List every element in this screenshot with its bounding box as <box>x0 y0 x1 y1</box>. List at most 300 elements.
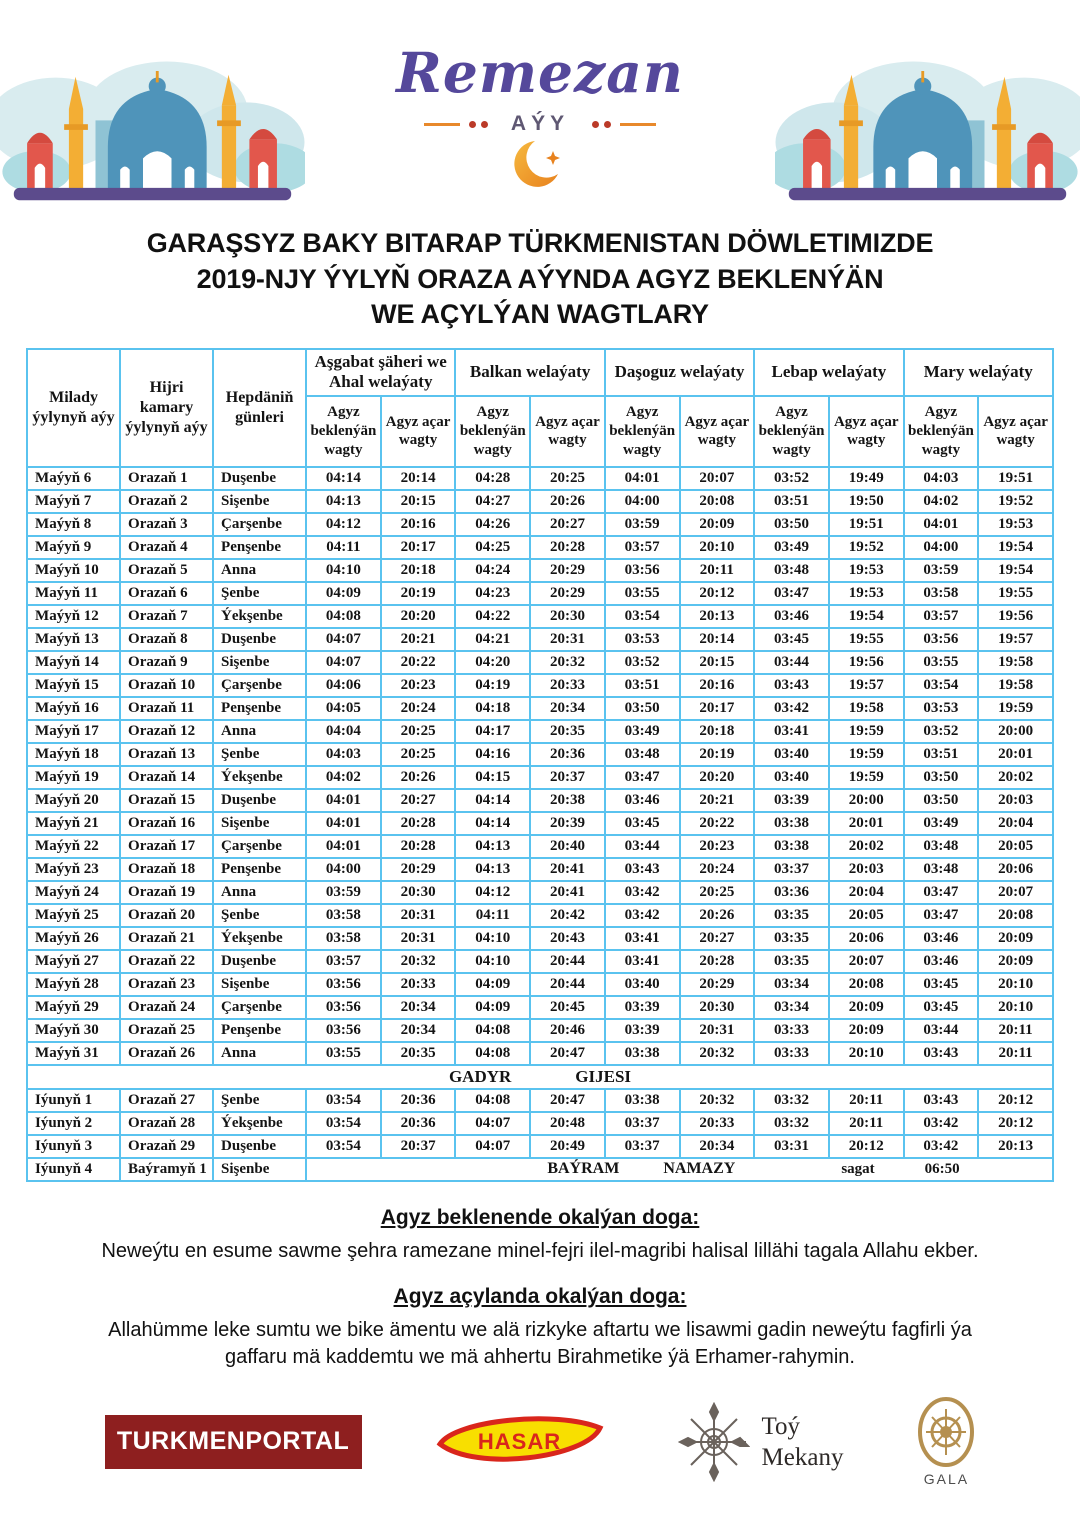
time-cell: 20:09 <box>978 950 1053 973</box>
milady-date-cell: Iýunyň 2 <box>27 1112 120 1135</box>
hijri-date-cell: Orazaň 17 <box>120 835 213 858</box>
time-cell: 03:48 <box>605 743 680 766</box>
time-cell: 19:59 <box>829 766 904 789</box>
time-cell: 04:09 <box>455 973 530 996</box>
time-cell: 03:41 <box>605 927 680 950</box>
table-row <box>27 858 1053 881</box>
bayram-namazy-word: sagat <box>841 1161 875 1178</box>
time-cell: 04:21 <box>455 628 530 651</box>
weekday-cell: Penşenbe <box>213 1019 306 1042</box>
weekday-cell: Duşenbe <box>213 950 306 973</box>
timetable-header <box>27 349 1053 467</box>
bayram-namazy-word: NAMAZY <box>663 1160 736 1178</box>
weekday-cell: Penşenbe <box>213 697 306 720</box>
hasar-logo <box>436 1412 604 1472</box>
time-cell: 20:30 <box>530 605 605 628</box>
time-cell: 20:41 <box>530 881 605 904</box>
hijri-date-cell: Orazaň 13 <box>120 743 213 766</box>
time-cell: 04:08 <box>455 1089 530 1112</box>
time-cell: 20:19 <box>680 743 755 766</box>
time-cell: 20:28 <box>381 812 456 835</box>
title-line-1: GARAŞSYZ BAKY BITARAP TÜRKMENISTAN DÖWLETIMIZDE <box>146 228 934 258</box>
time-cell: 04:12 <box>306 513 381 536</box>
table-row <box>27 674 1053 697</box>
weekday-cell: Duşenbe <box>213 628 306 651</box>
hijri-date-cell: Orazaň 10 <box>120 674 213 697</box>
time-cell: 03:52 <box>605 651 680 674</box>
title-line-3: WE AÇYLÝAN WAGTLARY <box>371 299 709 330</box>
time-cell: 04:18 <box>455 697 530 720</box>
hijri-date-cell: Orazaň 5 <box>120 559 213 582</box>
time-cell: 20:22 <box>680 812 755 835</box>
time-cell: 03:35 <box>754 904 829 927</box>
time-cell: 03:43 <box>904 1089 979 1112</box>
table-row <box>27 628 1053 651</box>
title-line-2: 2019-NJY ÝYLYŇ ORAZA AÝYNDA AGYZ BEKLENÝÄN <box>196 263 884 294</box>
time-cell: 04:27 <box>455 490 530 513</box>
gadyr-gijesi-cell <box>27 1065 1053 1089</box>
subheader-beklenyan: Agyz beklenýän wagty <box>754 396 829 467</box>
sponsors-row <box>0 1397 1080 1487</box>
subheader-beklenyan: Agyz beklenýän wagty <box>605 396 680 467</box>
time-cell: 20:29 <box>680 973 755 996</box>
weekday-cell: Çarşenbe <box>213 996 306 1019</box>
time-cell: 04:11 <box>306 536 381 559</box>
time-cell: 03:46 <box>605 789 680 812</box>
time-cell: 03:42 <box>605 881 680 904</box>
time-cell: 19:54 <box>829 605 904 628</box>
time-cell: 03:33 <box>754 1042 829 1065</box>
subheader-acar: Agyz açar wagty <box>978 396 1053 467</box>
time-cell: 03:53 <box>605 628 680 651</box>
weekday-cell: Çarşenbe <box>213 835 306 858</box>
weekday-cell: Şenbe <box>213 582 306 605</box>
time-cell: 19:54 <box>978 559 1053 582</box>
hijri-date-cell: Orazaň 21 <box>120 927 213 950</box>
time-cell: 04:12 <box>455 881 530 904</box>
time-cell: 20:44 <box>530 950 605 973</box>
weekday-cell: Ýekşenbe <box>213 927 306 950</box>
time-cell: 20:04 <box>829 881 904 904</box>
time-cell: 20:20 <box>381 605 456 628</box>
time-cell: 04:13 <box>455 835 530 858</box>
time-cell: 03:38 <box>754 835 829 858</box>
time-cell: 20:00 <box>829 789 904 812</box>
milady-date-cell: Maýyň 11 <box>27 582 120 605</box>
time-cell: 04:19 <box>455 674 530 697</box>
time-cell: 20:18 <box>680 720 755 743</box>
time-cell: 20:02 <box>978 766 1053 789</box>
hijri-date-cell: Orazaň 8 <box>120 628 213 651</box>
time-cell: 20:11 <box>978 1042 1053 1065</box>
decor-dot <box>481 121 488 128</box>
turkmenportal-logo: TURKMENPORTAL <box>105 1415 362 1469</box>
hijri-date-cell: Orazaň 27 <box>120 1089 213 1112</box>
time-cell: 20:46 <box>530 1019 605 1042</box>
time-cell: 03:59 <box>904 559 979 582</box>
time-cell: 03:44 <box>605 835 680 858</box>
time-cell: 04:02 <box>904 490 979 513</box>
table-row <box>27 904 1053 927</box>
time-cell: 20:34 <box>530 697 605 720</box>
time-cell: 20:13 <box>978 1135 1053 1158</box>
time-cell: 20:16 <box>680 674 755 697</box>
time-cell: 03:51 <box>754 490 829 513</box>
hijri-date-cell: Orazaň 3 <box>120 513 213 536</box>
time-cell: 20:42 <box>530 904 605 927</box>
time-cell: 20:17 <box>381 536 456 559</box>
table-row <box>27 881 1053 904</box>
time-cell: 20:01 <box>978 743 1053 766</box>
gala-ornament-icon <box>917 1397 975 1467</box>
hijri-date-cell: Orazaň 4 <box>120 536 213 559</box>
hijri-date-cell: Orazaň 9 <box>120 651 213 674</box>
time-cell: 20:12 <box>978 1112 1053 1135</box>
time-cell: 03:53 <box>904 697 979 720</box>
time-cell: 20:38 <box>530 789 605 812</box>
hijri-date-cell: Orazaň 14 <box>120 766 213 789</box>
time-cell: 20:48 <box>530 1112 605 1135</box>
time-cell: 03:44 <box>754 651 829 674</box>
time-cell: 03:43 <box>904 1042 979 1065</box>
region-header-balkan: Balkan welaýaty <box>455 349 604 396</box>
table-row <box>27 536 1053 559</box>
time-cell: 03:54 <box>306 1112 381 1135</box>
time-cell: 20:25 <box>381 720 456 743</box>
time-cell: 20:31 <box>381 904 456 927</box>
gadyr-gijesi-word: GADYR <box>448 1066 512 1086</box>
time-cell: 20:11 <box>978 1019 1053 1042</box>
table-row <box>27 950 1053 973</box>
time-cell: 03:59 <box>306 881 381 904</box>
time-cell: 20:09 <box>829 996 904 1019</box>
time-cell: 20:31 <box>381 927 456 950</box>
time-cell: 03:52 <box>904 720 979 743</box>
time-cell: 03:57 <box>306 950 381 973</box>
time-cell: 20:15 <box>381 490 456 513</box>
toy-mekany-text <box>762 1411 844 1474</box>
time-cell: 20:14 <box>381 467 456 490</box>
hijri-date-cell: Orazaň 6 <box>120 582 213 605</box>
time-cell: 19:51 <box>978 467 1053 490</box>
time-cell: 03:42 <box>904 1135 979 1158</box>
time-cell: 03:49 <box>605 720 680 743</box>
milady-date-cell: Maýyň 13 <box>27 628 120 651</box>
time-cell: 04:01 <box>306 812 381 835</box>
milady-date-cell: Maýyň 7 <box>27 490 120 513</box>
time-cell: 19:53 <box>978 513 1053 536</box>
time-cell: 20:14 <box>680 628 755 651</box>
hijri-date-cell: Orazaň 20 <box>120 904 213 927</box>
time-cell: 04:08 <box>455 1019 530 1042</box>
time-cell: 20:28 <box>381 835 456 858</box>
weekday-cell: Şenbe <box>213 743 306 766</box>
time-cell: 03:43 <box>605 858 680 881</box>
decor-dot <box>604 121 611 128</box>
subheader-beklenyan: Agyz beklenýän wagty <box>904 396 979 467</box>
time-cell: 04:13 <box>306 490 381 513</box>
time-cell: 03:55 <box>904 651 979 674</box>
time-cell: 20:47 <box>530 1042 605 1065</box>
time-cell: 03:35 <box>754 927 829 950</box>
time-cell: 19:49 <box>829 467 904 490</box>
time-cell: 20:01 <box>829 812 904 835</box>
hijri-date-cell: Orazaň 12 <box>120 720 213 743</box>
time-cell: 03:32 <box>754 1112 829 1135</box>
time-cell: 03:48 <box>904 835 979 858</box>
time-cell: 20:21 <box>680 789 755 812</box>
time-cell: 20:22 <box>381 651 456 674</box>
hijri-date-cell: Orazaň 24 <box>120 996 213 1019</box>
time-cell: 20:36 <box>381 1112 456 1135</box>
weekday-cell: Anna <box>213 559 306 582</box>
timetable-body <box>27 467 1053 1181</box>
time-cell: 20:03 <box>978 789 1053 812</box>
time-cell: 03:42 <box>754 697 829 720</box>
gala-logo <box>917 1397 975 1487</box>
time-cell: 04:07 <box>306 651 381 674</box>
time-cell: 04:08 <box>455 1042 530 1065</box>
time-cell: 20:28 <box>530 536 605 559</box>
weekday-cell: Sişenbe <box>213 651 306 674</box>
time-cell: 04:13 <box>455 858 530 881</box>
time-cell: 03:33 <box>754 1019 829 1042</box>
table-row <box>27 766 1053 789</box>
time-cell: 03:47 <box>605 766 680 789</box>
table-row <box>27 582 1053 605</box>
decor-dot <box>469 121 476 128</box>
time-cell: 03:47 <box>754 582 829 605</box>
time-cell: 20:10 <box>978 996 1053 1019</box>
time-cell: 04:14 <box>455 812 530 835</box>
time-cell: 20:13 <box>680 605 755 628</box>
table-row <box>27 927 1053 950</box>
time-cell: 20:11 <box>680 559 755 582</box>
time-cell: 04:07 <box>455 1135 530 1158</box>
weekday-cell: Çarşenbe <box>213 674 306 697</box>
time-cell: 04:14 <box>455 789 530 812</box>
hijri-date-cell: Orazaň 2 <box>120 490 213 513</box>
time-cell: 03:45 <box>605 812 680 835</box>
time-cell: 20:15 <box>680 651 755 674</box>
table-row <box>27 1042 1053 1065</box>
time-cell: 04:02 <box>306 766 381 789</box>
time-cell: 03:54 <box>306 1089 381 1112</box>
milady-date-cell: Maýyň 24 <box>27 881 120 904</box>
time-cell: 03:58 <box>904 582 979 605</box>
time-cell: 03:40 <box>605 973 680 996</box>
time-cell: 03:46 <box>904 927 979 950</box>
hijri-date-cell: Baýramyň 1 <box>120 1158 213 1181</box>
time-cell: 04:00 <box>904 536 979 559</box>
star-icon <box>546 151 560 165</box>
time-cell: 20:36 <box>381 1089 456 1112</box>
time-cell: 20:40 <box>530 835 605 858</box>
time-cell: 03:55 <box>605 582 680 605</box>
table-row <box>27 996 1053 1019</box>
toy-mekany-line1: Toý <box>761 1412 801 1440</box>
time-cell: 20:18 <box>381 559 456 582</box>
hijri-date-cell: Orazaň 19 <box>120 881 213 904</box>
time-cell: 20:16 <box>381 513 456 536</box>
weekday-cell: Şenbe <box>213 1089 306 1112</box>
table-row <box>27 812 1053 835</box>
time-cell: 03:37 <box>754 858 829 881</box>
time-cell: 03:42 <box>605 904 680 927</box>
brand-logo-text: Remezan <box>396 40 684 105</box>
time-cell: 20:21 <box>381 628 456 651</box>
time-cell: 20:30 <box>381 881 456 904</box>
table-row <box>27 651 1053 674</box>
weekday-cell: Ýekşenbe <box>213 605 306 628</box>
time-cell: 03:42 <box>904 1112 979 1135</box>
time-cell: 03:55 <box>306 1042 381 1065</box>
time-cell: 04:01 <box>306 789 381 812</box>
milady-date-cell: Maýyň 27 <box>27 950 120 973</box>
prayers-section <box>0 1206 1080 1371</box>
time-cell: 04:05 <box>306 697 381 720</box>
milady-date-cell: Maýyň 15 <box>27 674 120 697</box>
time-cell: 20:07 <box>829 950 904 973</box>
decor-dash-left <box>424 123 460 126</box>
time-cell: 20:47 <box>530 1089 605 1112</box>
table-row <box>27 1089 1053 1112</box>
time-cell: 20:02 <box>829 835 904 858</box>
time-cell: 20:31 <box>530 628 605 651</box>
page-title <box>0 226 1080 333</box>
time-cell: 19:51 <box>829 513 904 536</box>
time-cell: 20:27 <box>530 513 605 536</box>
time-cell: 03:47 <box>904 881 979 904</box>
time-cell: 03:56 <box>306 973 381 996</box>
table-row <box>27 1158 1053 1181</box>
column-header-hijri: Hijri kamary ýylynyň aýy <box>120 349 213 467</box>
time-cell: 19:56 <box>978 605 1053 628</box>
hijri-date-cell: Orazaň 23 <box>120 973 213 996</box>
bayram-namazy-word: BAÝRAM <box>547 1160 620 1178</box>
time-cell: 03:37 <box>605 1135 680 1158</box>
time-cell: 03:54 <box>605 605 680 628</box>
time-cell: 20:35 <box>381 1042 456 1065</box>
time-cell: 19:56 <box>829 651 904 674</box>
time-cell: 20:08 <box>978 904 1053 927</box>
time-cell: 04:10 <box>455 927 530 950</box>
time-cell: 20:08 <box>680 490 755 513</box>
time-cell: 20:26 <box>530 490 605 513</box>
hijri-date-cell: Orazaň 16 <box>120 812 213 835</box>
table-row <box>27 697 1053 720</box>
time-cell: 20:03 <box>829 858 904 881</box>
time-cell: 03:38 <box>754 812 829 835</box>
time-cell: 04:00 <box>306 858 381 881</box>
time-cell: 20:06 <box>978 858 1053 881</box>
time-cell: 03:46 <box>754 605 829 628</box>
milady-date-cell: Iýunyň 1 <box>27 1089 120 1112</box>
time-cell: 03:50 <box>605 697 680 720</box>
region-header-mary: Mary welaýaty <box>904 349 1053 396</box>
bayram-namazy-cell <box>306 1158 1053 1181</box>
hijri-date-cell: Orazaň 29 <box>120 1135 213 1158</box>
milady-date-cell: Maýyň 19 <box>27 766 120 789</box>
time-cell: 19:55 <box>978 582 1053 605</box>
time-cell: 03:44 <box>904 1019 979 1042</box>
time-cell: 03:49 <box>904 812 979 835</box>
time-cell: 04:14 <box>306 467 381 490</box>
time-cell: 04:28 <box>455 467 530 490</box>
time-cell: 20:10 <box>680 536 755 559</box>
time-cell: 20:45 <box>530 996 605 1019</box>
time-cell: 04:10 <box>306 559 381 582</box>
time-cell: 04:16 <box>455 743 530 766</box>
milady-date-cell: Maýyň 30 <box>27 1019 120 1042</box>
weekday-cell: Ýekşenbe <box>213 1112 306 1135</box>
prayer-heading-acylanda: Agyz açylanda okalýan doga: <box>393 1284 687 1308</box>
region-header-lebap: Lebap welaýaty <box>754 349 903 396</box>
time-cell: 20:11 <box>829 1089 904 1112</box>
time-cell: 03:34 <box>754 996 829 1019</box>
time-cell: 03:38 <box>605 1042 680 1065</box>
time-cell: 03:56 <box>904 628 979 651</box>
time-cell: 20:29 <box>381 858 456 881</box>
time-cell: 03:50 <box>754 513 829 536</box>
time-cell: 20:04 <box>978 812 1053 835</box>
weekday-cell: Duşenbe <box>213 1135 306 1158</box>
hijri-date-cell: Orazaň 26 <box>120 1042 213 1065</box>
milady-date-cell: Maýyň 22 <box>27 835 120 858</box>
time-cell: 03:58 <box>306 904 381 927</box>
time-cell: 03:59 <box>605 513 680 536</box>
time-cell: 04:06 <box>306 674 381 697</box>
time-cell: 20:07 <box>680 467 755 490</box>
weekday-cell: Duşenbe <box>213 789 306 812</box>
hero-header <box>0 0 1080 222</box>
time-cell: 04:15 <box>455 766 530 789</box>
prayer-text-acylanda: Allahümme leke sumtu we bike ämentu we alä rizkyke aftartu we lisawmi gadin neweýtu fagfirli ýa gaffaru mä kaddemtu we mä ahhertu Birahmetike ýä Erhamer-rahymin. <box>108 1318 972 1368</box>
time-cell: 03:45 <box>904 973 979 996</box>
time-cell: 19:59 <box>829 743 904 766</box>
hijri-date-cell: Orazaň 11 <box>120 697 213 720</box>
time-cell: 20:35 <box>530 720 605 743</box>
toy-mekany-line2: Mekany <box>761 1443 844 1471</box>
milady-date-cell: Maýyň 25 <box>27 904 120 927</box>
column-header-weekday: Hepdäniň günleri <box>213 349 306 467</box>
time-cell: 20:26 <box>680 904 755 927</box>
time-cell: 19:54 <box>978 536 1053 559</box>
subheader-beklenyan: Agyz beklenýän wagty <box>455 396 530 467</box>
column-header-milady: Milady ýylynyň aýy <box>27 349 120 467</box>
time-cell: 20:17 <box>680 697 755 720</box>
time-cell: 03:43 <box>754 674 829 697</box>
milady-date-cell: Maýyň 28 <box>27 973 120 996</box>
table-row <box>27 513 1053 536</box>
weekday-cell: Anna <box>213 881 306 904</box>
hijri-date-cell: Orazaň 1 <box>120 467 213 490</box>
time-cell: 03:38 <box>605 1089 680 1112</box>
time-cell: 03:54 <box>904 674 979 697</box>
time-cell: 03:39 <box>754 789 829 812</box>
time-cell: 03:32 <box>754 1089 829 1112</box>
time-cell: 03:56 <box>306 1019 381 1042</box>
time-cell: 03:47 <box>904 904 979 927</box>
brand-subtitle: AÝY <box>510 112 570 135</box>
milady-date-cell: Maýyň 17 <box>27 720 120 743</box>
table-row <box>27 789 1053 812</box>
time-cell: 03:58 <box>306 927 381 950</box>
time-cell: 20:44 <box>530 973 605 996</box>
table-row <box>27 720 1053 743</box>
time-cell: 20:06 <box>829 927 904 950</box>
time-cell: 03:52 <box>754 467 829 490</box>
